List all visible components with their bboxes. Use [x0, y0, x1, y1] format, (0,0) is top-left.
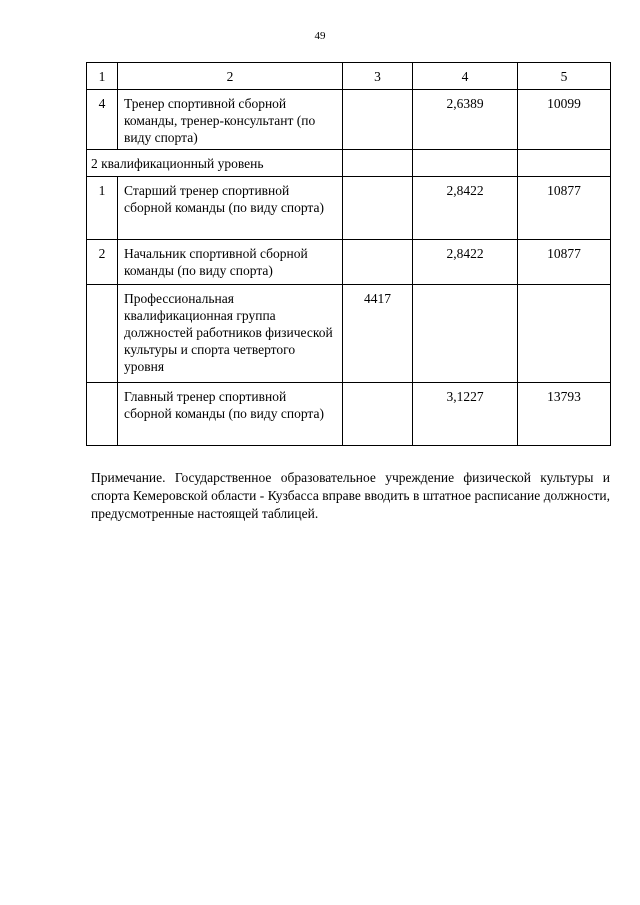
header-cell: 3 — [343, 63, 413, 90]
row-number: 4 — [87, 90, 118, 150]
row-number — [87, 383, 118, 446]
position-name: Тренер спортивной сборной команды, тренер-консультант (по виду спорта) — [118, 90, 343, 150]
salary: 10099 — [518, 90, 611, 150]
position-name: Профессиональная квалификационная группа должностей работников физической культуры и спорта четвертого уровня — [118, 285, 343, 383]
table-row — [87, 240, 611, 285]
table-header-row — [87, 63, 611, 90]
group-code: 4417 — [343, 285, 413, 383]
group-code — [343, 240, 413, 285]
page-number: 49 — [314, 30, 326, 42]
group-code — [343, 383, 413, 446]
coefficient — [413, 285, 518, 383]
group-code — [343, 90, 413, 150]
position-name: Начальник спортивной сборной команды (по виду спорта) — [118, 240, 343, 285]
table-row — [87, 177, 611, 240]
table-row — [87, 383, 611, 446]
coefficient: 2,6389 — [413, 90, 518, 150]
empty-cell — [413, 150, 518, 177]
row-number — [87, 285, 118, 383]
staff-table — [86, 62, 611, 446]
group-code — [343, 177, 413, 240]
coefficient: 2,8422 — [413, 177, 518, 240]
salary — [518, 285, 611, 383]
header-cell: 2 — [118, 63, 343, 90]
empty-cell — [343, 150, 413, 177]
row-number: 1 — [87, 177, 118, 240]
salary: 10877 — [518, 240, 611, 285]
header-cell: 1 — [87, 63, 118, 90]
position-name: Старший тренер спортивной сборной команды (по виду спорта) — [118, 177, 343, 240]
coefficient: 3,1227 — [413, 383, 518, 446]
table-row-group — [87, 150, 611, 177]
salary: 10877 — [518, 177, 611, 240]
salary: 13793 — [518, 383, 611, 446]
header-cell: 4 — [413, 63, 518, 90]
row-number: 2 — [87, 240, 118, 285]
coefficient: 2,8422 — [413, 240, 518, 285]
position-name: Главный тренер спортивной сборной команды (по виду спорта) — [118, 383, 343, 446]
empty-cell — [518, 150, 611, 177]
qualification-level-label: 2 квалификационный уровень — [87, 150, 343, 177]
table-row — [87, 285, 611, 383]
table-row — [87, 90, 611, 150]
table-note: Примечание. Государственное образовательное учреждение физической культуры и спорта Кемеровской области - Кузбасса вправе вводить в штатное расписание должности, предусмотренные настоящей таблицей. — [91, 470, 610, 521]
header-cell: 5 — [518, 63, 611, 90]
